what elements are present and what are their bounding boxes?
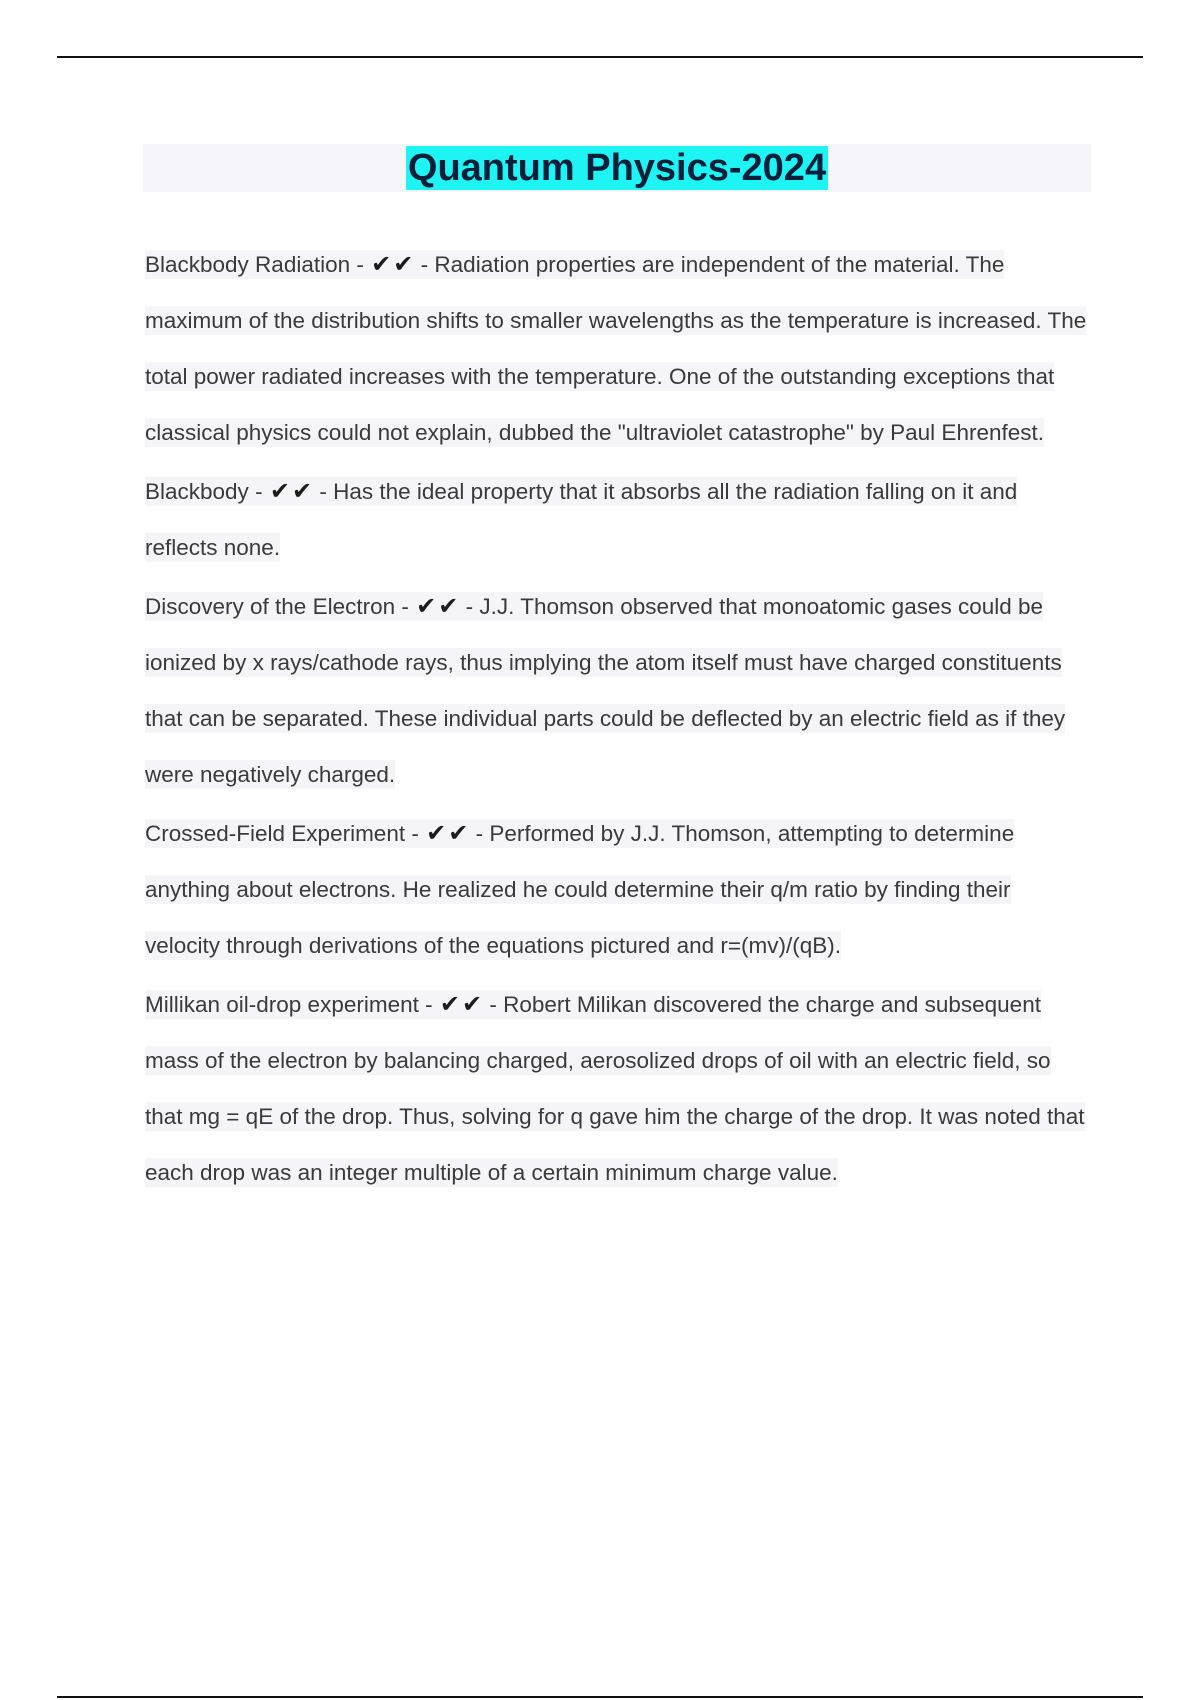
separator: - [465, 594, 474, 619]
check-icon: ✔ [448, 819, 469, 847]
entry-definition: Performed by J.J. Thomson, attempting to determine anything about electrons. He realized he could determine their q/m ratio by finding their velocity through derivations of the equations pictured and r=(mv)/(qB). [145, 821, 1015, 958]
separator: - [489, 992, 497, 1017]
entry-term: Discovery of the Electron [145, 594, 396, 619]
entry-term: Blackbody [145, 479, 249, 504]
check-icon: ✔ [416, 592, 437, 620]
check-icon: ✔ [462, 990, 483, 1018]
title-band [143, 144, 1091, 192]
check-icon: ✔ [291, 477, 313, 505]
entry [145, 236, 1090, 461]
check-icon: ✔ [438, 592, 459, 620]
check-icon: ✔ [439, 990, 460, 1018]
entry-definition: J.J. Thomson observed that monoatomic gases could be ionized by x rays/cathode rays, thus implying the atom itself must have charged constituents that can be separated. These individual parts could be deflected by an electric field as if they were negatively charged. [145, 594, 1066, 787]
entry [145, 805, 1090, 974]
separator: - [401, 594, 409, 619]
separator: - [425, 992, 433, 1017]
separator: - [356, 252, 364, 277]
entry-term: Crossed-Field Experiment [145, 821, 406, 846]
entry-definition: Radiation properties are independent of the material. The maximum of the distribution shifts to smaller wavelengths as the temperature is increased. The total power radiated increases with the temperature. One of the outstanding exceptions that classical physics could not explain, dubbed the "ultraviolet catastrophe" by Paul Ehrenfest. [145, 252, 1087, 445]
footer-rule [57, 1696, 1143, 1698]
document-body [145, 236, 1090, 1201]
entry-term: Blackbody Radiation [145, 252, 351, 277]
check-icon: ✔ [393, 250, 414, 278]
header-rule [57, 56, 1143, 58]
entry-definition: Robert Milikan discovered the charge and subsequent mass of the electron by balancing charged, aerosolized drops of oil with an electric field, so that mg = qE of the drop. Thus, solving for q gave him the charge of the drop. It was noted that each drop was an integer multiple of a certain minimum charge value. [145, 992, 1085, 1185]
separator: - [319, 479, 327, 504]
entry [145, 976, 1090, 1201]
separator: - [475, 821, 484, 846]
entry [145, 578, 1090, 803]
separator: - [255, 479, 263, 504]
separator: - [411, 821, 419, 846]
separator: - [420, 252, 429, 277]
entry [145, 463, 1090, 576]
check-icon: ✔ [371, 250, 392, 278]
page-title: Quantum Physics-2024 [407, 147, 827, 189]
entry-definition: Has the ideal property that it absorbs all the radiation falling on it and reflects none. [145, 479, 1018, 560]
check-icon: ✔ [426, 819, 447, 847]
entry-term: Millikan oil-drop experiment [145, 992, 419, 1017]
check-icon: ✔ [269, 477, 290, 505]
